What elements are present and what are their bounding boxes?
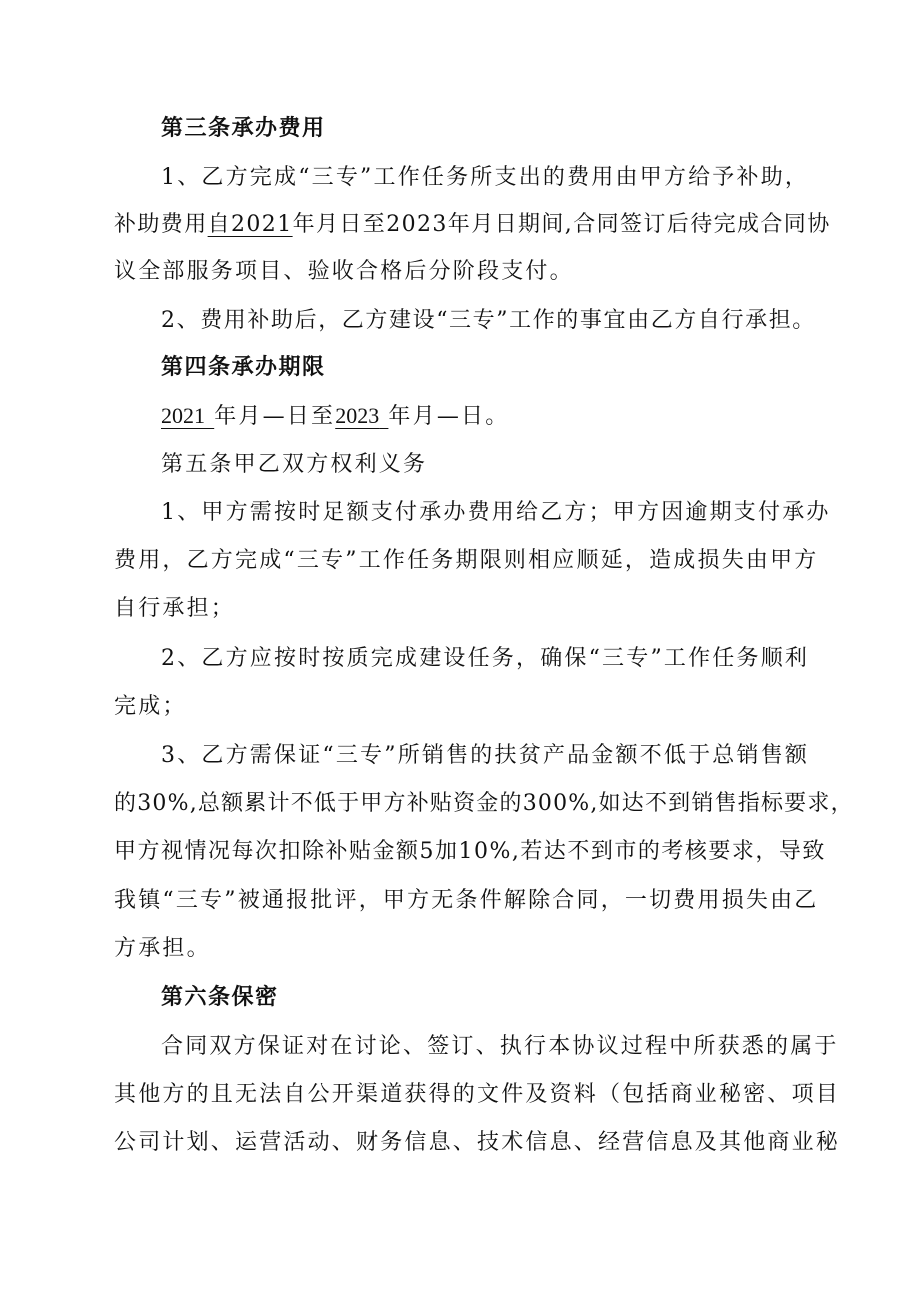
article-3-item-1-line-2 (0, 210, 920, 240)
article-6-line-2: 其他方的且无法自公开渠道获得的文件及资料（包括商业秘密、项目 (114, 1082, 841, 1107)
article-4-title: 第四条承办期限 (161, 355, 326, 380)
article-6-title: 第六条保密 (161, 985, 279, 1010)
article-5-item-3-line-5: 方承担。 (114, 936, 211, 961)
article-3-title: 第三条承办费用 (161, 116, 326, 141)
article-4-period-mid: 年月—日至 (214, 404, 336, 429)
article-5-item-3-line-4: 我镇“三专”被通报批评，甲方无条件解除合同，一切费用损失由乙 (114, 888, 819, 913)
article-3-item-2: 2、费用补助后，乙方建设“三专”工作的事宜由乙方自行承担。 (161, 308, 816, 333)
article-4-period-end: 年月—日。 (388, 404, 510, 429)
article-5-item-1-line-3: 自行承担； (114, 596, 236, 621)
article-5-item-1-line-1: 1、甲方需按时足额支付承办费用给乙方；甲方因逾期支付承办 (161, 500, 831, 525)
article-6-line-3: 公司计划、运营活动、财务信息、技术信息、经营信息及其他商业秘 (114, 1130, 841, 1155)
article-4-period (0, 401, 920, 432)
article-5-item-3-line-2: 的30%,总额累计不低于甲方补贴资金的300%,如达不到销售指标要求， (114, 791, 854, 816)
article-5-item-2-line-2: 完成； (114, 694, 187, 719)
article-5-item-2-line-1: 2、乙方应按时按质完成建设任务，确保“三专”工作任务顺利 (161, 646, 810, 671)
article-6-line-1: 合同双方保证对在讨论、签订、执行本协议过程中所获悉的属于 (161, 1034, 839, 1059)
article-5-title: 第五条甲乙双方权利义务 (161, 452, 428, 477)
article-4-start-year: 2021 (161, 403, 205, 428)
article-3-item-1-line-3: 议全部服务项目、验收合格后分阶段支付。 (114, 259, 574, 284)
article-3-item-1-prefix: 补助费用 (114, 212, 208, 237)
article-3-underlined-start-date: 自2021 (207, 212, 293, 237)
article-5-item-1-line-2: 费用，乙方完成“三专”工作任务期限则相应顺延，造成损失由甲方 (114, 548, 819, 573)
article-4-end-year: 2023 (335, 403, 380, 428)
article-5-item-3-line-3: 甲方视情况每次扣除补贴金额5加10%,若达不到市的考核要求，导致 (114, 839, 826, 864)
article-5-item-3-line-1: 3、乙方需保证“三专”所销售的扶贫产品金额不低于总销售额 (161, 743, 810, 768)
article-3-item-1-line-1: 1、乙方完成“三专”工作任务所支出的费用由甲方给予补助， (161, 165, 810, 190)
article-3-item-1-suffix: 年月日至2023年月日期间,合同签订后待完成合同协 (292, 212, 831, 237)
